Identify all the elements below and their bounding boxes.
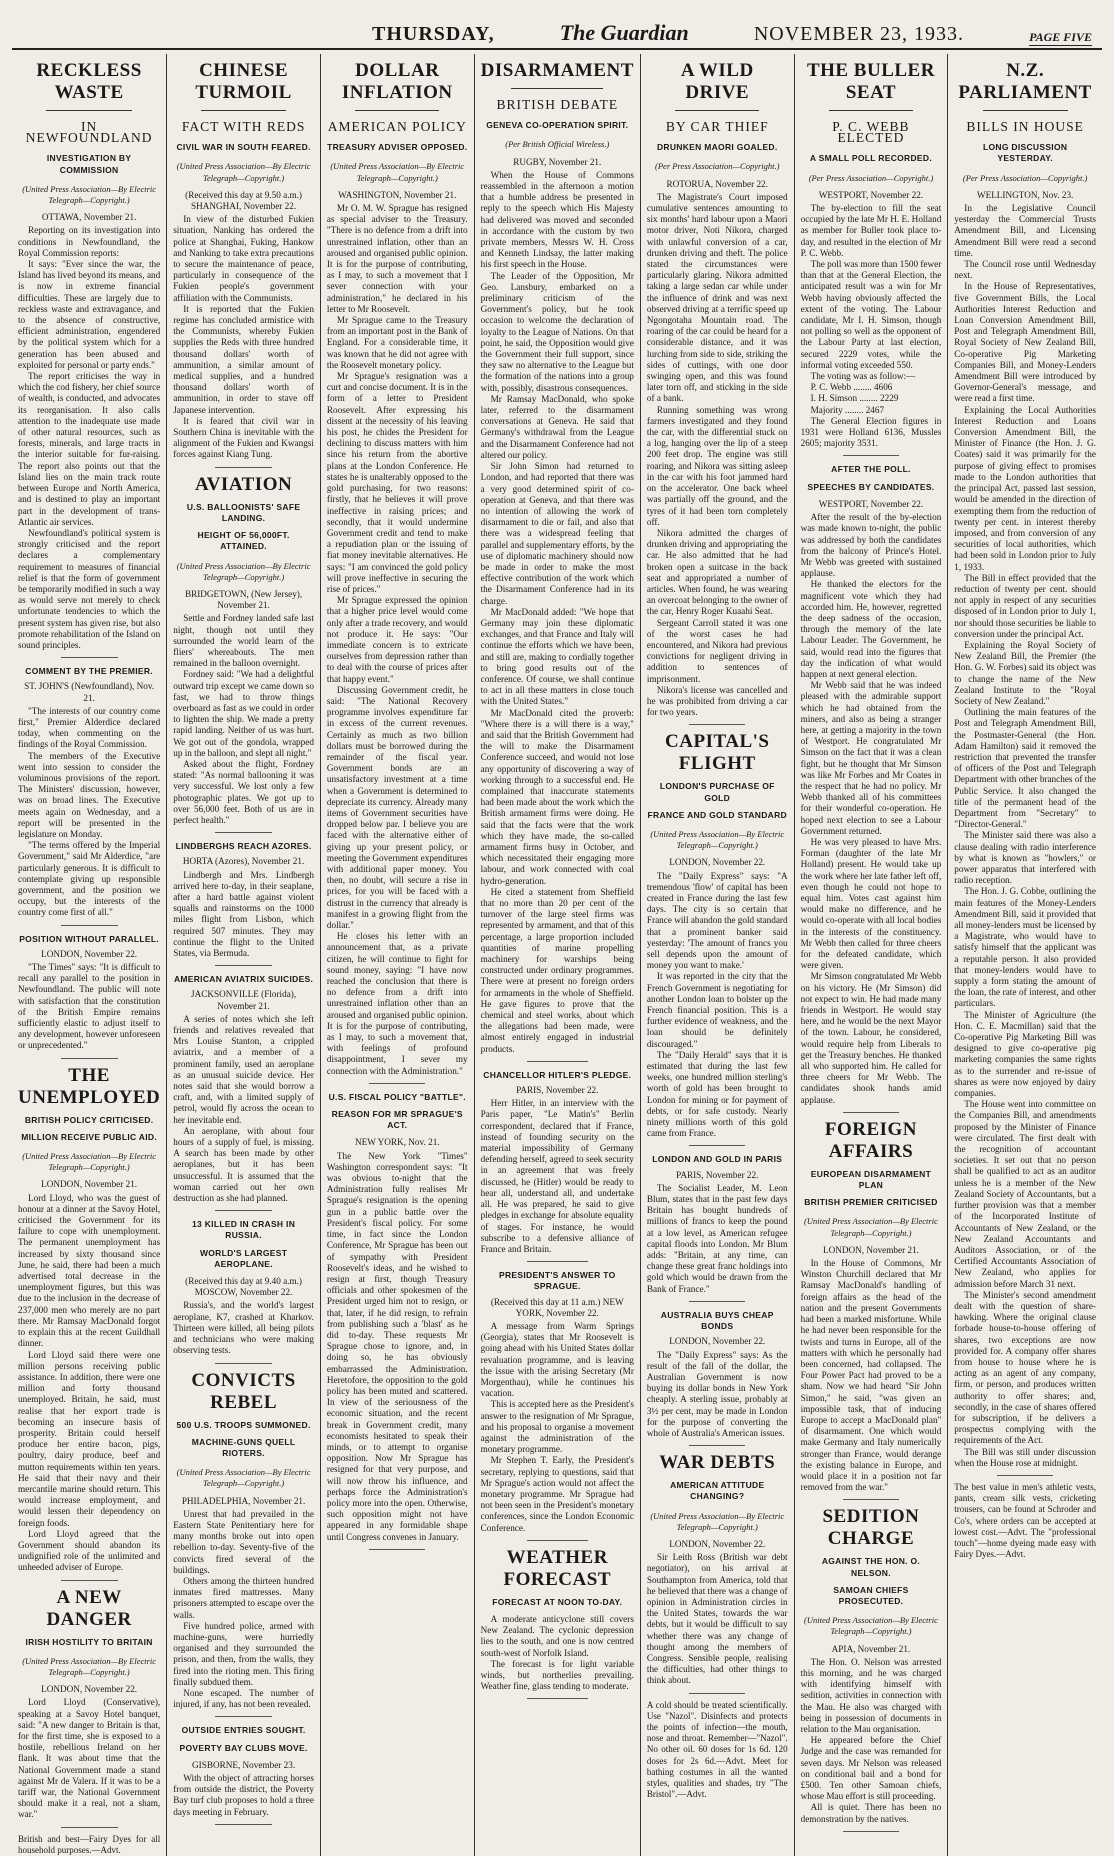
paragraph: The members of the Executive went into session to consider the voluminous provisions of the report. The Ministers' discussion, however, was on broad lines. The Executive meets again on Wednesday, and a report will be presented in the legislature on Monday. (18, 750, 161, 839)
advertisement-text: British and best—Fairy Dyes for all household purposes.—Advt. (18, 1833, 161, 1855)
story-divider (689, 1445, 745, 1446)
article-body (18, 1697, 160, 1820)
article-kicker-secondary: REASON FOR MR SPRAGUE'S ACT. (331, 1109, 463, 1131)
story-divider (527, 1540, 588, 1541)
article (327, 60, 468, 1077)
paragraph: Five hundred police, armed with machine-guns, were hurriedly organised and they surrounded the prison, and then, from the walls, they fired into the rioting men. This firing finally subdued them. (173, 1620, 314, 1687)
wire-credit: (United Press Association—By Electric Telegraph—Copyright.) (176, 161, 311, 183)
article-subtitle: BY CAR THIEF (665, 119, 769, 134)
dateline: LONDON, November 21. (822, 1244, 919, 1255)
paragraph: It was reported in the city that the French Government is negotiating for another London loan to bolster up the French financial position. This is a further evidence of weakness, and the loan should be definitely discouraged." (646, 971, 788, 1049)
dateline: WESTPORT, November 22. (818, 498, 924, 509)
article-columns (12, 54, 1102, 1855)
article-body (801, 1258, 942, 1493)
paragraph: It says: "Ever since the war, the Island has lived beyond its means, and is now in extreme financial difficulties. These are largely due to reckless waste and extravagance, and to the absence of constructive, efficient administration, engendered by the political system which for a generation has been abused and exploited for personal or party ends." (18, 259, 161, 370)
paragraph: Lord Lloyd (Conservative), speaking at a Savoy Hotel banquet, said: "A new danger to Britain is that, for the first time, she is exposed to a hostile, rebellious Ireland on her flank. It was about time that the National Government made a stand against Mr de Valera. If it was to be a tariff war, the National Government should make it a real, not a sham, war." (18, 1697, 161, 1820)
paragraph: After the result of the by-election was made known to-night, the public was addressed by both the candidates from the balcony of Prince's Hotel. Mr Webb was greeted with sustained applause. (800, 512, 942, 579)
paragraph: "The interests of our country come first," Premier Alderdice declared today, when commenting on the findings of the Royal Commission. (18, 705, 161, 750)
article-kicker-secondary: FRANCE AND GOLD STANDARD (647, 809, 787, 820)
dateline: (Received this day at 9.40 a.m.) MOSCOW, November 22. (185, 1276, 302, 1298)
article-headline: A WILD DRIVE (680, 60, 754, 103)
headline-rule (983, 110, 1068, 111)
article-kicker: GENEVA CO-OPERATION SPIRIT. (486, 120, 629, 131)
paragraph: The Minister of Agriculture (the Hon. C. E. Macmillan) said that the Co-operative Pig Marketing Bill was designed to give co-operative pig marketing companies the same rights as to the surrender and re-issue of shares as were now enjoyed by dairy companies. (954, 1009, 1096, 1099)
article (173, 974, 314, 1204)
dateline: WASHINGTON, November 21. (338, 189, 457, 200)
dateline: PHILADELPHIA, November 21. (181, 1495, 306, 1506)
paragraph: The Socialist Leader, M. Leon Blum, states that in the past few days Britain has bought hundreds of millions of francs to keep the pound at a low level, as American refugee capital floods into London. Mr Blum adds: "Britain, at any time, can change these great franc holdings into gold which would be drawn from the Bank of France." (646, 1182, 788, 1294)
wire-credit: (United Press Association—By Electric Telegraph—Copyright.) (22, 1151, 157, 1173)
article-body (18, 225, 160, 651)
dateline: LONDON, November 22. (669, 1538, 766, 1549)
paragraph: Explaining the Royal Society of New Zealand Bill, the Premier (the Hon. G. W. Forbes) said its object was to change the name of the New Zealand Institute to the "Royal Society of New Zealand." (954, 639, 1096, 706)
article-kicker: LONG DISCUSSION YESTERDAY. (982, 142, 1068, 164)
article (173, 841, 314, 959)
paragraph: The New York "Times" Washington correspondent says: "It was obvious to-night that the Administration fully realises Mr Sprague's resignation is the opening gun in a public battle over the President's fiscal policy. For some time, in fact since the London Conference, Mr Sprague has been out of sympathy with President Roosevelt's ideas, and he wished to resign at first, though Treasury officials and other spokesmen of the President urged him not to resign, or that, later, if he did resign, to refrain from publishing such a 'blast' as he did to-day. These requests Mr Sprague chose to ignore, and, in doing so, he has obviously embarrassed the Administration. Heretofore, the opposition to the gold policy has been muted and scattered. In view of the seriousness of the economic situation, and the recent break in Government credit, many economists hesitated to speak their minds, or to attempt to organise opposition. Now Mr Sprague has resigned for that very purpose, and will now throw his influence, and perhaps force the Administration's policy more into the open. Otherwise, such opposition might not have appeared in any formidable shape until Congress convenes in January. (326, 1150, 468, 1542)
column-7 (948, 54, 1102, 1856)
paragraph: He appeared before the Chief Judge and the case was remanded for seven days. Mr Nelson was released on conditional bail and a bond for £500. Ten other Samoan chiefs, whose Mau effort is still proceeding. (800, 1735, 942, 1802)
article-kicker: AMERICAN ATTITUDE CHANGING? (670, 1480, 765, 1502)
story-divider (61, 1058, 118, 1059)
masthead (12, 10, 1102, 50)
paragraph: He thanked the electors for the magnificent vote which they had accorded him. He, however, regretted the deep sadness of the occasion, through the memory of the late Labour Leader. The Government, he said, would read into the figures that day the indication of what would happen at next general election. (800, 579, 942, 679)
wire-credit: (United Press Association—By Electric Telegraph—Copyright.) (330, 161, 465, 183)
paragraph: The Minister's second amendment dealt with the question of share-hawking. Where the original clause forbade house-to-house offering of shares, two exceptions are now provided for. A company offer shares from house to house where he is acting as an agent of any company, firm, or person, and produces written authority to offer shares; and, secondly, in the case of shares offered for subscription, if he delivers a prospectus complying with the requirements of the Act. (954, 1289, 1096, 1446)
article-headline: CHINESE TURMOIL (195, 60, 292, 103)
paragraph: Sergeant Carroll stated it was one of the worst cases he had encountered, and Nikora had previous convictions for negligent driving in addition to sentences of imprisonment. (646, 617, 788, 684)
story-divider (843, 1499, 899, 1500)
article-body (481, 1614, 634, 1692)
dateline: LONDON, November 21. (41, 1179, 138, 1190)
paragraph: An aeroplane, with about four hours of a supply of fuel, is missing. A search has been made by other aeroplanes, but it has been unsuccessful. It is assumed that the woman carried out her own destruction as she had planned. (173, 1125, 314, 1204)
paragraph: Outlining the main features of the Post and Telegraph Amendment Bill, the Postmaster-General (the Hon. Adam Hamilton) said it removed the restriction that prevented the transfer of officers of the Post and Telegraph Department with other branches of the Public Service. It also changed the title of the permanent head of the Department from "Secretary" to "Director-General." (954, 707, 1096, 830)
paragraph: Lord Lloyd, who was the guest of honour at a dinner at the Savoy Hotel, criticised the Government for its failure to cope with unemployment. The permanent unemployment has increased by sixty thousand since June, he said, there had been a much advertised total decrease in the unemployment figures, but this was due to the inclusion in the decrease of 237,000 men who merely are no part there. Mr Ramsay MacDonald forgot to explain this at the recent Guildhall dinner. (18, 1192, 161, 1349)
dateline: ST. JOHN'S (Newfoundland), Nov. 21. (24, 681, 155, 703)
paragraph: All is quiet. There has been no demonstration by the natives. (800, 1802, 942, 1824)
paragraph: Sir Leith Ross (British war debt negotiator), on his arrival at Southampton from America, told that he believed that there was a change of opinion in Administration circles in the United States, towards the war debts, but it would be difficult to say whether there was any change of thought among the members of Congress. Sensible people, realising the difficulties, had other things to think about. (646, 1552, 788, 1686)
article (173, 60, 314, 461)
advertisement-text: The best value in men's athletic vests, pants, cream silk vests, cricketing trousers, can be found at Schroder and Co's, where orders can be accepted at lowest cost.—Advt. The "professional touch"—home dyeing made easy with Fairy Dyes.—Advt. (954, 1481, 1096, 1560)
article-body (18, 962, 160, 1052)
article (801, 464, 942, 1105)
paragraph: Running something was wrong farmers investigated and they found the car, with the differential stuck on a log, hanging over the lip of a steep 200 feet drop. The engine was still roaring, and Nikora was sitting asleep in the car with his foot jammed hard on the accelerator. One back wheel was partially off the ground, and the tyres of it had been torn completely off. (646, 404, 788, 527)
story-divider (689, 1693, 745, 1694)
dateline: LONDON, November 22. (41, 1684, 138, 1695)
article-subtitle: AMERICAN POLICY (327, 119, 467, 134)
paragraph: Nikora admitted the charges of drunken driving and appropriating the car. He also admitted that he had broken open a suitcase in the back seat and appropriated a number of articles. When found, he was wearing an overcoat belonging to the owner of the car, Henry Roger Kuaahi Seat. (646, 527, 788, 617)
paragraph: The Hon. O. Nelson was arrested this morning, and he was charged with identifying himself with sedition, activities in connection with the Mau. He also was charged with being in possession of documents in relation to the Mau organisation. (800, 1656, 942, 1734)
story-divider (215, 1363, 271, 1364)
masthead-page-number: PAGE FIVE (1029, 30, 1092, 44)
paragraph: Discussing Government credit, he said: "The National Recovery programme involves expenditure far in excess of the current revenues. Certainly as much as two billion dollars must be borrowed during the remainder of the fiscal year. Government bonds are an unsatisfactory investment at a time when a Government is determined to depreciate its currency. Already many items of Government securities have dropped below par. I believe you are faced with the alternative either of giving up your present policy, or meeting the Government expenditures with additional paper money. You then, no doubt, will secure a rise in prices, for you will be faced with a distrust in the currency that already is manifest in a growing flight from the dollar." (326, 684, 468, 931)
article-kicker: BRITISH POLICY CRITICISED. (24, 1114, 154, 1125)
wire-credit: (United Press Association—By Electric Telegraph—Copyright.) (22, 183, 157, 206)
paragraph: Mr Sprague expressed the opinion that a higher price level would come only after a trade recovery, and would not produce it. He says: "Our immediate concern is to extricate ourselves from depression rather than to deal with the course of prices after that happy event." (326, 595, 468, 684)
article-body (481, 170, 634, 1055)
section-subhead: LINDBERGHS REACH AZORES. (175, 841, 312, 852)
story-divider (61, 925, 118, 926)
masthead-date: NOVEMBER 23, 1933. (753, 23, 965, 45)
paragraph: A moderate anticyclone still covers New Zealand. The cyclonic depression lies to the south, and one is now centred south-west of Norfolk Island. (480, 1613, 634, 1658)
article-kicker-secondary: MILLION RECEIVE PUBLIC AID. (21, 1131, 157, 1142)
paragraph: I. H. Simson ........ 2229 (810, 393, 899, 404)
article-kicker-secondary: BRITISH PREMIER CRITICISED (804, 1197, 938, 1208)
wire-credit: (United Press Association—By Electric Telegraph—Copyright.) (804, 1615, 938, 1637)
article (647, 1310, 788, 1439)
story-divider (843, 1112, 899, 1113)
story-divider (215, 1824, 271, 1825)
paragraph: "The terms offered by the Imperial Government," said Mr Alderdice, "are particularly generous. It is difficult to contemplate giving up responsible government, and the position we occupy, but the interests of the country come first of all." (18, 840, 161, 918)
article-body (801, 512, 942, 1106)
article-headline: THE UNEMPLOYED (18, 1064, 161, 1108)
dateline: LONDON, November 22. (669, 1336, 766, 1347)
article-body (18, 706, 160, 919)
paragraph: The General Election figures in 1931 were Holland 6136, Mussles 2605; majority 3531. (800, 415, 942, 449)
paragraph: In the House of Commons, Mr Winston Churchill declared that Mr Ramsay MacDonald's handling of foreign affairs as the head of the nation and the present Governments had been a marked misfortune. While he had never been responsible for the twists and turns in Europe, all of the matters with which he personally had been concerned, had collapsed. The Four Power Pact had proved to be a sham. Now we had heard "Sir John Simon," he said, "was given an impossible task, that of inducing Europe to accept a MacDonald plan" of disarmament. One which would make Germany and Italy numerically stronger than France, would derange the existing balance in Europe, and would place it in a position not far removed from the war." (800, 1258, 942, 1493)
paragraph: Others among the thirteen hundred inmates fired mattresses. Many prisoners attempted to escape over the walls. (173, 1575, 314, 1620)
paragraph: The Council rose until Wednesday next. (954, 259, 1096, 281)
dateline: APIA, November 21. (831, 1643, 911, 1654)
section-subhead: LONDON AND GOLD IN PARIS (652, 1154, 783, 1165)
article-kicker-secondary: MACHINE-GUNS QUELL RIOTERS. (191, 1436, 296, 1458)
masthead-day: THURSDAY, (372, 23, 495, 45)
paragraph: The Minister said there was also a clause dealing with radio interference by what is known as "howlers," or power apparatus that interfered with radio reception. (954, 830, 1096, 886)
story-divider (843, 455, 899, 456)
story-divider (61, 657, 118, 658)
story-divider (997, 1475, 1054, 1476)
article-body (173, 1014, 314, 1204)
paragraph: When the House of Commons reassembled in the afternoon a motion that a humble address be presented in reply to the speech which His Majesty had delivered was moved and seconded in accordance with the custom by two private members, Messrs W. H. Cross and Kenneth Lindsay, the latter making his first speech in the House. (480, 169, 634, 270)
article-body (173, 1509, 314, 1711)
article-headline: A NEW DANGER (46, 1586, 132, 1630)
article (173, 1370, 314, 1711)
dateline: NEW YORK, Nov. 21. (354, 1137, 440, 1148)
article-body (173, 870, 314, 960)
wire-credit: (United Press Association—By Electric Telegraph—Copyright.) (176, 1467, 311, 1489)
story-divider (689, 1145, 745, 1146)
section-subhead: OUTSIDE ENTRIES SOUGHT. (181, 1725, 306, 1736)
article (481, 1547, 634, 1693)
article-headline: CONVICTS REBEL (191, 1369, 296, 1413)
dateline: WELLINGTON, Nov. 23. (976, 189, 1074, 200)
column-3 (321, 54, 475, 1856)
article-body (481, 1321, 634, 1534)
section-subhead: AUSTRALIA BUYS CHEAP BONDS (660, 1309, 774, 1332)
article-headline: AVIATION (194, 473, 293, 495)
column-5 (641, 54, 795, 1856)
section-subhead: CHANCELLOR HITLER'S PLEDGE. (483, 1069, 632, 1080)
article-body (801, 203, 942, 449)
article-body (954, 203, 1096, 1469)
dateline: LONDON, November 22. (41, 948, 138, 959)
paragraph: Nikora's license was cancelled and he was prohibited from driving a car for two years. (646, 684, 788, 718)
article-headline: THE BULLER SEAT (806, 60, 935, 103)
dateline: PARIS, November 22. (516, 1085, 599, 1096)
masthead-paper-title: The Guardian (559, 20, 689, 45)
story-divider (369, 1549, 425, 1550)
headline-rule (46, 110, 131, 111)
article (801, 60, 942, 449)
paragraph: With the object of attracting horses from outside the district, the Poverty Bay turf club proposes to hold a three days meeting in February. (173, 1772, 314, 1817)
article-headline: RECKLESS WASTE (36, 60, 142, 103)
paragraph: Sir John Simon had returned to London, and had reported that there was a very good determined spirit of co-operation at Geneva, and that there was no intention of allowing the work of disarmament to die or fail, and also that there was a widespread feeling that parallel and supplementary efforts, by the use of diplomatic machinery should now be made in order to make the most effective contribution of the work which the Disarmament Conference had in its charge. (480, 461, 634, 606)
paragraph: In the House of Representatives, five Government Bills, the Local Authorities Interest Reduction and Loan Conversion Amendment Bill, Post and Telegraph Amendment Bill, Royal Society of New Zealand Bill, Co-operative Pig Marketing Companies Bill, and Money-Lenders Amendment Bill were introduced by Governor-General's message, and were read a first time. (954, 281, 1096, 404)
article (173, 1725, 314, 1817)
paragraph: Newfoundland's political system is strongly criticised and the report declares a complementary requirement to measures of financial relief is that the form of government be temporarily modified in such a way as would serve not merely to check unfortunate tendencies to which the present system has given rise, but also promote rehabilitation of the Island on sound principles. (18, 527, 161, 650)
article-kicker-secondary: SPEECHES BY CANDIDATES. (807, 481, 935, 492)
article-body (647, 1183, 788, 1295)
story-divider (61, 1827, 118, 1828)
article-kicker: A SMALL POLL RECORDED. (809, 153, 933, 164)
article-headline: WEATHER FORECAST (503, 1546, 611, 1590)
paragraph: Majority ........ 2467 (810, 404, 885, 415)
column-1 (12, 54, 167, 1856)
paragraph: The Leader of the Opposition, Mr Geo. Lansbury, embarked on a preliminary criticism of the Government's policy, but he took occasion to welcome the declaration of loyalty to the League of Nations. On that point, he said, the Opposition would give the Government their full support, since they saw no alternative to the League but the formation of the nations into a group with, possibly, disastrous consequences. (480, 270, 634, 393)
article-body (173, 1300, 314, 1356)
column-6 (795, 54, 949, 1856)
article-subtitle: BRITISH DEBATE (496, 97, 619, 112)
headline-rule (511, 88, 603, 89)
article-kicker: LONDON'S PURCHASE OF GOLD (659, 781, 775, 803)
article-headline: DISARMAMENT (480, 60, 634, 81)
story-divider (215, 1210, 271, 1211)
paragraph: The Magistrate's Court imposed cumulative sentences amounting to six months' hard labour upon a Maori motor driver, Noti Nikora, charged with unlawful conversion of a car, drunken driving and theft. The police stated the circumstances were particularly glaring. Nikora admitted taking a large sedan car while under the influence of drink and was next observed driving at a terrific speed up Ngongotaha Mountain road. The roaring of the car could be heard for a considerable distance, and it was lurching from side to side, striking the sides of cuttings, with one door swinging open, and this was found later torn off, and sticking in the side of a bank. (646, 191, 788, 404)
paragraph: The Bill was still under discussion when the House rose at midnight. (954, 1446, 1096, 1468)
article-headline: WAR DEBTS (659, 1452, 776, 1474)
paragraph: The "Daily Express" says: "A tremendous 'flow' of capital has been created in France during the last few days. The city is so certain that France will abandon the gold standard that a prominent banker said yesterday: 'The amount of francs you sell depends upon the amount of money you want to make.' (646, 870, 788, 971)
paragraph: The voting was as follow:— (810, 371, 916, 382)
article-body (173, 1773, 314, 1818)
article-body (647, 192, 788, 719)
article-headline: FOREIGN AFFAIRS (824, 1118, 918, 1162)
dateline: HORTA (Azores), November 21. (182, 856, 305, 867)
paragraph: In the Legislative Council yesterday the Commercial Trusts Amendment Bill, and Licensing Amendment Bill were read a second time. (954, 203, 1096, 258)
article-kicker: TREASURY ADVISER OPPOSED. (327, 142, 468, 153)
paragraph: Unrest that had prevailed in the Eastern State Penitentiary here for many months broke out into open rebellion to-day. Seventy-five of the convicts fired several of the buildings. (173, 1508, 314, 1575)
article-kicker: 500 U.S. TROOPS SUMMONED. (176, 1419, 311, 1430)
article-kicker: DRUNKEN MAORI GOALED. (656, 142, 778, 153)
article (647, 731, 788, 1139)
headline-rule (829, 110, 913, 111)
article-body (173, 214, 314, 460)
paragraph: It is feared that civil war in Southern China is inevitable with the alignment of the Fukien and Kwangsi forces against Kiang Tung. (173, 415, 314, 460)
paragraph: The forecast is for light variable winds, but northerlies prevailing. Weather fine, glass tending to moderate. (480, 1658, 634, 1692)
paragraph: Mr Stephen T. Early, the President's secretary, replying to questions, said that Mr Sprague's action would not affect the monetary programme. Mr Sprague had not been seen in the President's monetary conferences, since the London Economic Conference. (480, 1455, 634, 1533)
paragraph: This is accepted here as the President's answer to the resignation of Mr Sprague, and his proposal to organise a movement against the administration of the monetary programme. (480, 1399, 634, 1455)
story-divider (215, 832, 271, 833)
article-body (173, 613, 314, 826)
dateline: (Received this day at 11 a.m.) NEW YORK, November 22. (490, 1296, 624, 1318)
section-subhead: POSITION WITHOUT PARALLEL. (19, 933, 160, 944)
article-body (647, 1350, 788, 1440)
dateline: (Received this day at 9.50 a.m.) SHANGHAI, November 22. (185, 189, 302, 212)
headline-rule (201, 110, 285, 111)
story-divider (689, 724, 745, 725)
section-subhead: COMMENT BY THE PREMIER. (25, 666, 153, 677)
paragraph: None escaped. The number of injured, if any, has not been revealed. (173, 1687, 314, 1710)
article (801, 1119, 942, 1493)
dateline: OTTAWA, November 21. (41, 212, 137, 223)
article-body (647, 871, 788, 1140)
article-body (481, 1098, 634, 1255)
article (801, 1506, 942, 1824)
paragraph: He cited a statement from Sheffield that no more than 20 per cent of the turnover of the large steel firms was represented by armament, and that of this percentage, a large proportion included quantities of marine propelling machinery for warships being constructed under ordinary programmes. There were at present no foreign orders for armaments in the whole of Sheffield. He gave figures to prove that the chemical and steel works, about which the allegations had been made, were almost entirely engaged in industrial products. (480, 886, 634, 1054)
paragraph: Mr Sprague's resignation was a curt and concise document. It is in the form of a letter to President Roosevelt. After expressing his dissent at the necessity of his leaving his post, he chides the President for declining to discuss matters with him since his return from the abortive plans at the London Conference. He states he is unalterably opposed to the gold purchasing, for two reasons: firstly, that he believes it will prove ineffective in raising prices; and secondly, that it would undermine Government credit and tend to make a repudiation plan or the issuing of fiat money inevitable alternatives. He says: "I am convinced the gold policy will prove ineffective in securing the rise of prices." (326, 371, 468, 594)
paragraph: Lord Lloyd agreed that the Government should abandon its undignified role of the unlimited and unheeded adviser of Europe. (18, 1528, 161, 1573)
dateline: GISBORNE, November 23. (192, 1759, 296, 1770)
wire-credit: (United Press Association—By Electric Telegraph—Copyright.) (650, 1510, 785, 1532)
paragraph: Explaining the Local Authorities Interest Reduction and Loans Conversion Amendment Bill, the Minister of Finance (the Hon. J. G. Coates) said it was primarily for the purpose of giving effect to promises made to the London authorities that the principal Act, passed last session, would be amended in the direction of exempting them from the reduction of twenty per cent. in interest thereby imposed, and from conversion of any securities of local authorities, which had been sold in London prior to July 1, 1933. (954, 404, 1096, 572)
story-divider (215, 965, 271, 966)
article (647, 1452, 788, 1686)
paragraph: P. C. Webb ........ 4606 (810, 382, 893, 393)
article-subtitle: FACT WITH REDS (181, 119, 306, 134)
article-kicker: IRISH HOSTILITY TO BRITAIN (25, 1636, 153, 1647)
paragraph: Russia's, and the world's largest aeroplane, K7, crashed at Kharkov. Thirteen were killed, all being pilots and technicians who were making observing tests. (173, 1300, 314, 1356)
paragraph: Reporting on its investigation into conditions in Newfoundland, the Royal Commission reports: (18, 225, 161, 258)
article (647, 1154, 788, 1294)
paragraph: "The Times" says: "It is difficult to recall any parallel to the position in Newfoundland. The public will note with satisfaction that the constitution of the British Empire remains sufficiently elastic to adjust itself to any development, however unforeseen or unprecedented." (18, 962, 161, 1051)
article-subtitle: P. C. WEBB ELECTED (832, 119, 910, 146)
article-body (18, 1193, 160, 1574)
article-kicker: CIVIL WAR IN SOUTH FEARED. (176, 142, 311, 153)
paragraph: Lindbergh and Mrs. Lindbergh arrived here to-day, in their seaplane, after a hard battle against violent squalls and rainstorms on the 1000 miles flight from Lisbon, which required 507 minutes. They may continue the flight to the United States, via Bermuda. (173, 869, 314, 958)
article-body (647, 1552, 788, 1686)
article-kicker-secondary: POVERTY BAY CLUBS MOVE. (179, 1742, 308, 1753)
paragraph: The House went into committee on the Companies Bill, and amendments proposed by the Minister of Finance were circulated. The first dealt with the recognition of accountant societies. It set out that no person shall be qualified to act as an auditor unless he is a member of the New Zealand Society of Accountants, but a further provision was that a member of the Incorporated Institute of Accountants of New Zealand, or the New Zealand Accountants and Auditors Association, or of the Certified Accountants Association of New Zealand, who applies for admission before March 31 next. (954, 1099, 1096, 1289)
paragraph: Mr MacDonald added: "We hope that Germany may join these diplomatic exchanges, and that France and Italy will continue the efforts which we have been, and still are, making to cordially together to bring good results out of the conference. Of course, we shall continue to act in all these matters in close touch with the United States." (480, 606, 634, 707)
article-kicker-secondary: WORLD'S LARGEST AEROPLANE. (199, 1247, 288, 1269)
article (481, 1070, 634, 1255)
article (18, 1587, 160, 1821)
section-subhead: AMERICAN AVIATRIX SUICIDES. (173, 974, 314, 985)
article-subtitle: BILLS IN HOUSE (966, 119, 1084, 134)
wire-credit: (Per Press Association—Copyright.) (655, 161, 780, 172)
article (18, 60, 160, 651)
paragraph: Mr MacDonald cited the proverb: "Where there is a will there is a way," and said that the British Government had the will to make the Disarmament Conference succeed, and would not lose any opportunity of discovering a way of working through to a successful end. He complained that inaccurate statements had been made about the work which the British armament firms were doing. He said that the facts were that the work which they have made, the so-called armament firms busy in October, and which necessitated their engaging more labour, and work connected with coal hydro-generation. (480, 707, 634, 886)
wire-credit: (United Press Association—By Electric Telegraph—Copyright.) (176, 560, 311, 582)
section-subhead: 13 KILLED IN CRASH IN RUSSIA. (192, 1219, 296, 1241)
story-divider (61, 1580, 118, 1581)
article-kicker-secondary: HEIGHT OF 56,000FT. ATTAINED. (197, 530, 290, 552)
article-subtitle: IN NEWFOUNDLAND (25, 119, 153, 146)
story-divider (527, 1261, 588, 1262)
article-headline: DOLLAR INFLATION (341, 60, 453, 103)
article-kicker: U.S. BALLOONISTS' SAFE LANDING. (186, 501, 301, 523)
article (481, 60, 634, 1055)
column-4 (475, 54, 641, 1856)
paragraph: A series of notes which she left friends and relatives revealed that Mrs Louise Stanton, a crippled aviatrix, and a member of a prominent family, used an aeroplane as an unusual suicide device. Her notes said that she would borrow a craft, and, with a limited supply of petrol, would fly across the ocean to her inevitable end. (173, 1013, 314, 1125)
paragraph: Mr O. M. W. Sprague has resigned as special adviser to the Treasury. "There is no defence from a drift into unrestrained inflation, other than an aroused and organised public opinion. It is for the purpose of contributing, as I may, to such a movement that I sever connection with your administration," he declared in his letter to Mr Roosevelt. (326, 203, 468, 314)
paragraph: The poll was more than 1500 fewer than that at the General Election, the anticipated result was a win for Mr Webb having obviously affected the extent of the voting. The Labour candidate, Mr I. H. Simson, though not polling so well as the opponent of the Labour Party at last election, secured 2229 votes, while the informal voting exceeded 550. (800, 259, 942, 370)
paragraph: Mr Ramsay MacDonald, who spoke later, referred to the disarmament conversations at Geneva. He said that Germany's withdrawal from the League and the Disarmament Conference had not altered our policy. (480, 393, 634, 460)
story-divider (527, 1698, 588, 1699)
paragraph: A message from Warm Springs (Georgia), states that Mr Roosevelt is going ahead with his United States dollar revaluation programme, and is leaving the issue with the arising Secretary (Mr Morgenthau), while he continues his vacation. (480, 1320, 634, 1399)
paragraph: The by-election to fill the seat occupied by the late Mr H. E. Holland as member for Buller took place to-day, and resulted in the election of Mr P. C. Webb. (800, 203, 942, 258)
section-subhead: AFTER THE POLL. (831, 464, 911, 475)
section-subhead: PRESIDENT'S ANSWER TO SPRAGUE. (499, 1270, 616, 1292)
story-divider (843, 1831, 899, 1832)
paragraph: Mr Simson congratulated Mr Webb on his victory. He (Mr Simson) did not expect to win. He had made many friends in Westport. He would stay here, and he would be the next Mayor of the town. Labour, he considered, would require help from Liberals to get the Treasury benches. He thanked all who supported him. He called for three cheers for Mr Webb. The candidates shook hands amid applause. (800, 971, 942, 1105)
paragraph: He closes his letter with an announcement that, as a private citizen, he will continue to fight for sound money, saying: "I have now reached the conclusion that there is no defence from a drift into unrestrained inflation other than an aroused and organised public opinion. It is for the purpose of contributing, as I may, to such a movement that, with feelings of profound disappointment, I sever my connection with the Administration." (326, 931, 468, 1076)
advertisement-text: A cold should be treated scientifically. Use "Nazol". Disinfects and protects the points of infection—the mouth, nose and throat. Remember—"Nazol". No other oil. 60 doses for 1s 6d. 120 doses for 2s 6d.—Advt. Meet for bathing costumes in all the wanted styles, qualities and shades, try "The Bristol".—Advt. (646, 1699, 788, 1800)
dateline: BRIDGETOWN, (New Jersey), November 21. (184, 588, 303, 611)
article-kicker: AGAINST THE HON. O. NELSON. (821, 1556, 921, 1578)
article (18, 666, 160, 918)
wire-credit: (Per Press Association—Copyright.) (962, 172, 1088, 183)
dateline: PARIS, November 22. (676, 1169, 759, 1180)
wire-credit: (United Press Association—By Electric Telegraph—Copyright.) (650, 828, 785, 851)
paragraph: Fordney said: "We had a delightful outward trip except we came down so fast, we had to throw things overboard as fast as we could in order to lighten the ship. We made a pretty rapid landing. Neither of us was hurt. We got out of the gondola, wrapped up in the balloon, and slept all night." (173, 669, 314, 758)
paragraph: Lord Lloyd said there were one million persons receiving public assistance. In addition, there were one million and forty thousand unemployed. Britain, he said, must realise that her export trade is becoming an insecure basis of prosperity. Britain could herself produce her entire bacon, pigs, poultry, dairy produce, beef and mutton requirements within ten years. He said that their navy and their mercantile marine should return. This would increase employment, and would lessen their dependency on foreign foods. (18, 1349, 161, 1528)
article (954, 60, 1096, 1469)
article (18, 934, 160, 1052)
wire-credit: (United Press Association—By Electric Telegraph—Copyright.) (804, 1216, 938, 1238)
paragraph: The report criticises the way in which the cod fishery, her chief source of wealth, is conducted, and advocates its reorganisation. It also calls attention to the inadequate use made of other natural resources, such as forests, minerals, and large tracts in the interior suitable for fur-raising. The report also points out that the Island lies on the main track route between Europe and North America, and is destined to play an important part in the development of trans-Atlantic air services. (18, 371, 161, 527)
dateline: WESTPORT, November 22. (818, 189, 924, 200)
article-headline: SEDITION CHARGE (822, 1506, 920, 1550)
story-divider (215, 467, 271, 468)
paragraph: Mr Sprague came to the Treasury from an important post in the Bank of England. For a considerable time, it was known that he did not agree with the Roosevelt monetary policy. (326, 315, 468, 370)
column-2 (167, 54, 321, 1856)
article-body (327, 203, 468, 1077)
wire-credit: (United Press Association—By Electric Telegraph—Copyright.) (22, 1655, 157, 1677)
article (327, 1092, 468, 1543)
story-divider (689, 1301, 745, 1302)
article (173, 1219, 314, 1356)
paragraph: Herr Hitler, in an interview with the Paris paper, "Le Matin's" Berlin correspondent, declared that if France, instead of founding security on the material impossibility of Germany defending herself, agreed to seek security in an agreement that was freely discussed, he (Hitler) would be ready to hear all, understand all, and undertake all. He was prepared, he said to give pledges in exchange for absolute equality of stages. For instance, he would subscribe to a defensive alliance of France and Britain. (480, 1098, 634, 1254)
article-kicker-secondary: SAMOAN CHIEFS PROSECUTED. (833, 1584, 909, 1606)
story-divider (527, 1061, 588, 1062)
wire-credit: (Per British Official Wireless.) (505, 139, 610, 150)
story-divider (215, 1716, 271, 1717)
article-body (801, 1657, 942, 1825)
article-body (327, 1151, 468, 1543)
paragraph: Mr Webb said that he was indeed pleased with the admirable support which he had obtained from the miners, and also as being a stranger here, at getting a majority in the town of Westport. He congratulated Mr Simson on the fact that it was a clean fight, but he thought that Mr Simson was like Mr Forbes and Mr Coates in the respect that he had no policy. Mr Webb thanked all of his committees for their wonderful co-operation. He hoped next election to see a Labour Government returned. (800, 680, 942, 836)
section-subhead: U.S. FISCAL POLICY "BATTLE". (328, 1091, 466, 1102)
paragraph: The "Daily Herald" says that it is estimated that during the last few weeks, one hundred million sterling's worth of gold has been brought to London for mining or for payment of debts, or for safe custody. Nearly ninety millions worth of this gold came from France. (646, 1049, 788, 1139)
dateline: LONDON, November 22. (669, 857, 766, 868)
paragraph: It is reported that the Fukien regime has concluded armistice with the Communists, whereby Fukien supplies the Reds with three hundred thousand dollars' worth of ammunition, a similar amount of medical supplies, and a hundred thousand dollars' worth of ammunition, in order to stave off Japanese intervention. (173, 303, 314, 415)
paragraph: Settle and Fordney landed safe last night, though not until they surrounded the world learn of the fliers' whereabouts. The men remained in the balloon overnight. (173, 613, 314, 669)
story-divider (369, 1083, 425, 1084)
article (481, 1270, 634, 1534)
paragraph: Asked about the flight, Fordney stated: "As normal ballooning it was very successful. We lost only a few photographic plates. We got up to over 56,000 feet. Both of us are in perfect health." (173, 758, 314, 825)
paragraph: He was very pleased to have Mrs. Forman (daughter of the late Mr Holland) present. He would take up the work where her late father left off, even though he could not hope to equal him. Votes cast against him would make no difference, and he would co-operate with all local bodies in the interests of the constituency. Mr Webb then called for three cheers for the defeated candidate, which were given. (800, 836, 942, 971)
article (173, 474, 314, 826)
paragraph: The Bill in effect provided that the reduction of twenty per cent. should not apply in respect of any securities disposed of in London prior to July 1, nor should those securities be liable to conversion under the principal Act. (954, 572, 1096, 639)
paragraph: In view of the disturbed Fukien situation, Nanking has ordered the police at Shanghai, Fuking, Hankow and Nanking to take extra precautions to secure the maintenance of peace, particularly in consequence of the Fukien people's government affiliation with the Communists. (173, 214, 314, 303)
article-kicker: INVESTIGATION BY COMMISSION (46, 153, 132, 175)
article (647, 60, 788, 718)
dateline: ROTORUA, November 22. (666, 178, 768, 189)
paragraph: The Hon. J. G. Cobbe, outlining the main features of the Money-Lenders Amendment Bill, said it provided that all money-lenders must be licensed by a Magistrate, who would have to satisfy himself that the applicant was a reputable person. It also provided that money-lenders would have to supply a form stating the amount of the loan, the rate of interest, and other particulars. (954, 886, 1096, 1009)
dateline: RUGBY, November 21. (513, 156, 602, 167)
article-headline: N.Z. PARLIAMENT (958, 60, 1092, 103)
headline-rule (675, 110, 759, 111)
headline-rule (355, 110, 439, 111)
article (18, 1065, 160, 1574)
wire-credit: (Per Press Association—Copyright.) (808, 172, 934, 183)
article-headline: CAPITAL'S FLIGHT (665, 731, 770, 775)
article-kicker: FORECAST AT NOON TO-DAY. (492, 1596, 623, 1607)
paragraph: The "Daily Express" says: As the result of the fall of the dollar, the Australian Government is now buying its dollar bonds in New York cheaply. A sterling issue, probably at 3½ per cent, may be made in London for the purpose of converting the whole of Australia's American issues. (646, 1349, 788, 1438)
dateline: JACKSONVILLE (Florida), November 21. (191, 989, 297, 1011)
article-kicker: EUROPEAN DISARMAMENT PLAN (810, 1168, 932, 1191)
